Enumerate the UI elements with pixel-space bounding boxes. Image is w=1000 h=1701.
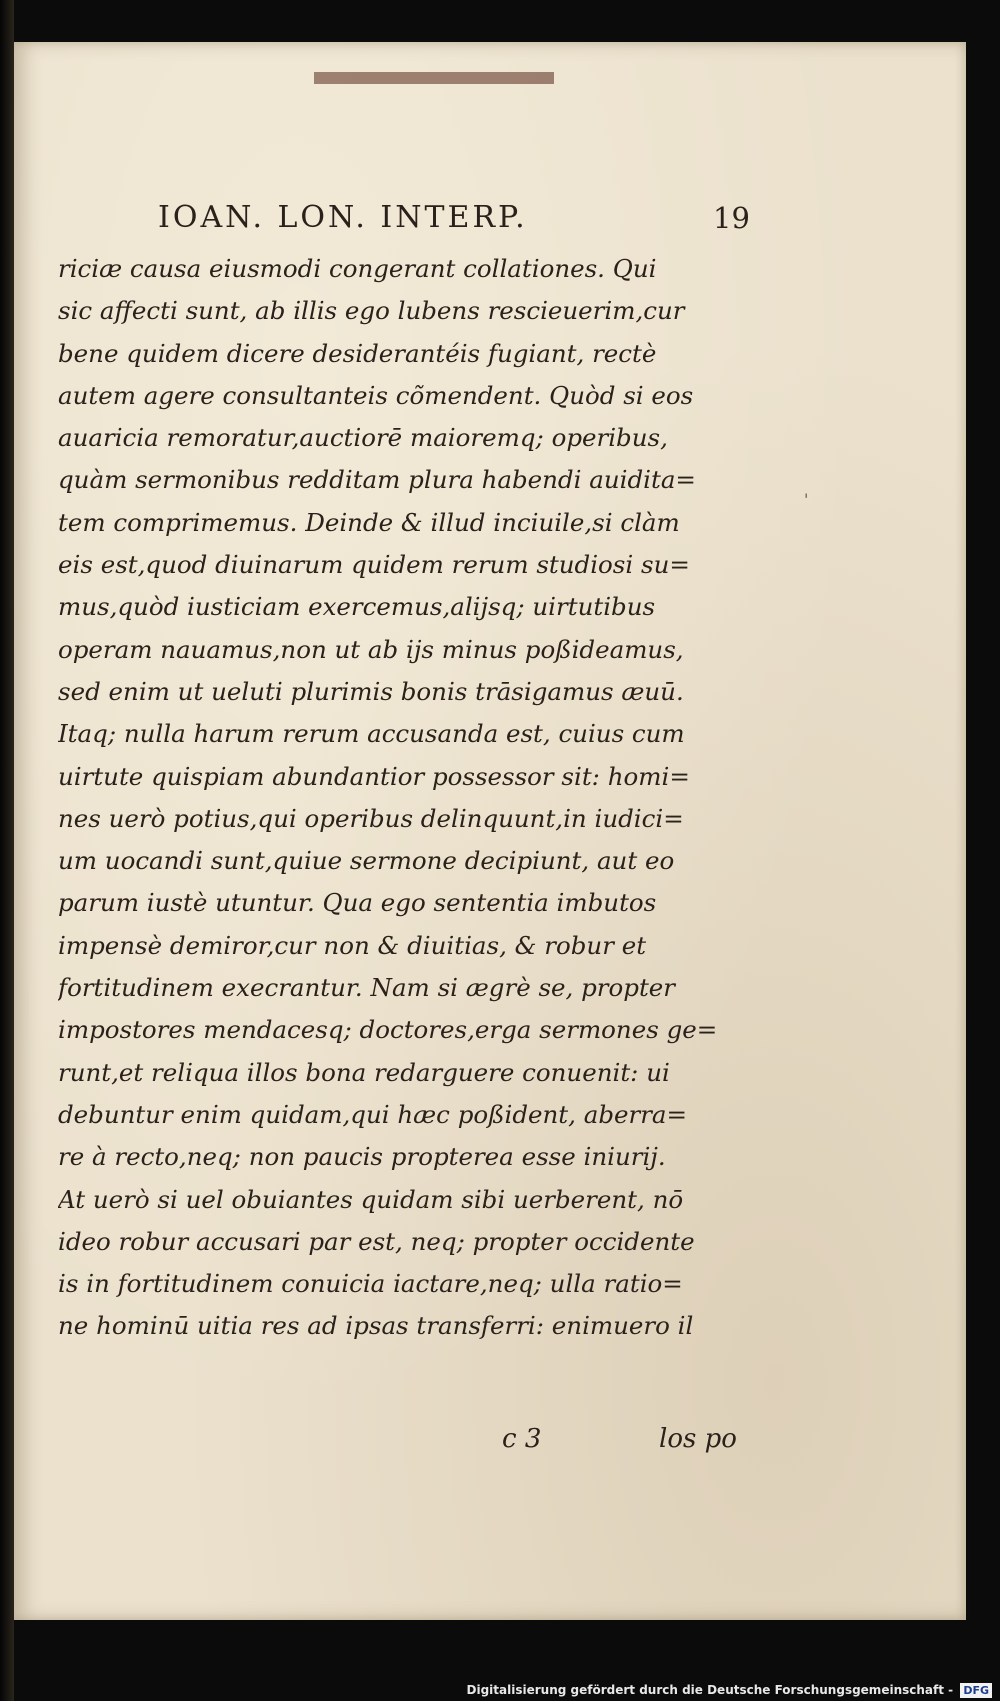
digitization-credit (467, 1681, 992, 1699)
text-line: runt,et reliqua illos bona redarguere conuenit: ui (58, 1057, 670, 1087)
text-line: ideo robur accusari par est, neq; propter occidente (58, 1226, 695, 1256)
text-line: uirtute quispiam abundantior possessor sit: homi= (58, 761, 690, 791)
text-line: auaricia remoratur,auctiorē maioremq; operibus, (58, 423, 668, 453)
book-page (14, 42, 966, 1620)
page-header (158, 160, 758, 235)
text-line: is in fortitudinem conuicia iactare,neq; ulla ratio= (58, 1269, 683, 1299)
text-line: nes uerò potius,qui operibus delinquunt,in iudici= (58, 803, 684, 833)
page-footer (502, 1424, 762, 1474)
running-head: IOAN. LON. INTERP. (158, 200, 528, 235)
dfg-logo: DFG (960, 1683, 992, 1698)
text-line: impensè demiror,cur non & diuitias, & robur et (58, 930, 647, 960)
binding-shadow (314, 72, 554, 84)
text-line: riciæ causa eiusmodi congerant collationes. Qui (58, 254, 657, 283)
text-line: parum iustè utuntur. Qua ego sententia imbutos (58, 888, 657, 918)
text-line: fortitudinem execrantur. Nam si ægrè se, propter (58, 973, 676, 1003)
text-line: eis est,quod diuinarum quidem rerum studiosi su= (58, 550, 690, 580)
text-line: impostores mendacesq; doctores,erga sermones ge= (58, 1015, 718, 1045)
text-line: um uocandi sunt,quiue sermone decipiunt, aut eo (58, 846, 675, 876)
text-line: mus,quòd iusticiam exercemus,alijsq; uirtutibus (58, 592, 656, 622)
text-line: sic affecti sunt, ab illis ego lubens rescieuerim,cur (58, 296, 685, 326)
text-line: operam nauamus,non ut ab ijs minus poßideamus, (58, 634, 684, 664)
text-line: tem comprimemus. Deinde & illud inciuile,si clàm (58, 507, 680, 537)
margin-mark: ' (804, 490, 809, 509)
text-line: At uerò si uel obuiantes quidam sibi uerberent, nō (58, 1184, 684, 1214)
text-line: ne hominū uitia res ad ipsas transferri: enimuero il (58, 1311, 694, 1341)
page-number: 19 (713, 201, 750, 235)
book-spine-edge (0, 0, 14, 1701)
text-line: sed enim ut ueluti plurimis bonis trāsigamus æuū. (58, 676, 684, 706)
signature-mark: c 3 (502, 1424, 542, 1454)
text-line: re à recto,neq; non paucis propterea esse iniurij. (58, 1142, 666, 1172)
catchword: los po (659, 1424, 737, 1454)
text-line: quàm sermonibus redditam plura habendi auidita= (58, 465, 696, 495)
text-line: bene quidem dicere desiderantéis fugiant, rectè (58, 338, 657, 368)
text-line: debuntur enim quidam,qui hæc poßident, aberra= (58, 1099, 688, 1129)
text-line: autem agere consultanteis cõmendent. Quòd si eos (58, 380, 694, 410)
body-text (58, 248, 758, 1348)
text-line: Itaq; nulla harum rerum accusanda est, cuius cum (58, 719, 685, 749)
credit-text: Digitalisierung gefördert durch die Deutsche Forschungsgemeinschaft - (466, 1683, 954, 1697)
